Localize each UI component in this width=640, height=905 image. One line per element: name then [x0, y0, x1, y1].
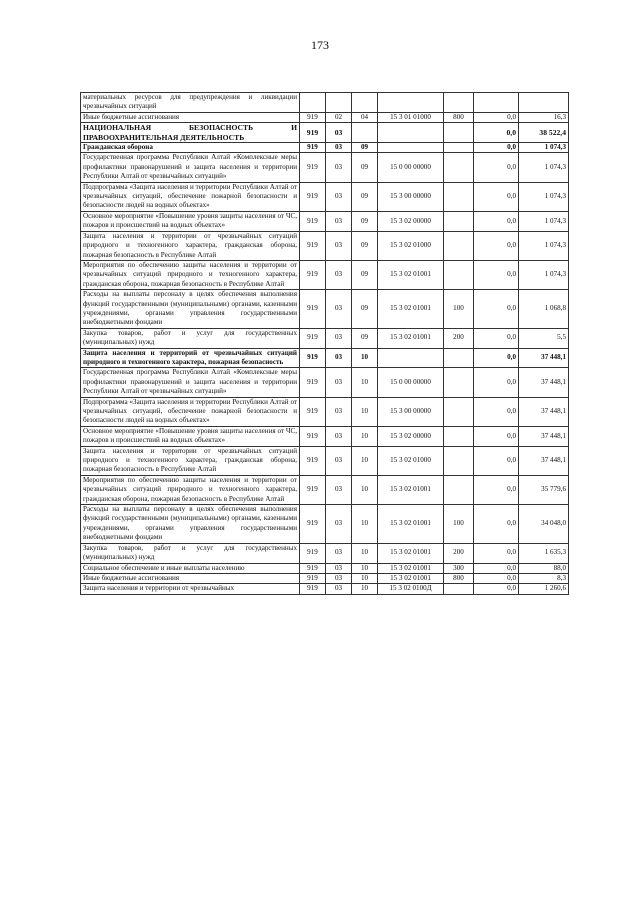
table-row [81, 368, 569, 397]
cell-section: 03 [326, 182, 352, 211]
cell-section: 03 [326, 368, 352, 397]
cell-section: 03 [326, 290, 352, 329]
cell-admin-code: 919 [300, 397, 326, 426]
cell-name: Социальное обеспечение и иные выплаты населению [81, 563, 300, 573]
cell-amount-2: 1 260,6 [519, 584, 569, 594]
cell-amount-1: 0,0 [474, 231, 519, 260]
cell-expense-type: 100 [444, 505, 474, 544]
cell-target-article: 15 3 02 01001 [378, 260, 444, 289]
cell-amount-1: 0,0 [474, 563, 519, 573]
cell-target-article: 15 3 02 01000 [378, 446, 444, 475]
cell-expense-type: 200 [444, 543, 474, 563]
cell-amount-1: 0,0 [474, 260, 519, 289]
cell-name: Подпрограмма «Защита населения и территории Республики Алтай от чрезвычайных ситуаций, обеспечение пожарной безопасности и безопасности людей на водных объектах» [81, 182, 300, 211]
cell-amount-1: 0,0 [474, 426, 519, 446]
cell-expense-type: 300 [444, 563, 474, 573]
cell-expense-type: 800 [444, 573, 474, 583]
table-row [81, 505, 569, 544]
cell-section: 03 [326, 397, 352, 426]
cell-subsection: 10 [352, 446, 378, 475]
cell-target-article: 15 3 02 01001 [378, 573, 444, 583]
cell-admin-code: 919 [300, 123, 326, 143]
cell-target-article: 15 3 02 01001 [378, 475, 444, 504]
cell-admin-code: 919 [300, 153, 326, 182]
cell-section: 03 [326, 563, 352, 573]
cell-expense-type [444, 182, 474, 211]
cell-admin-code: 919 [300, 505, 326, 544]
cell-admin-code [300, 93, 326, 113]
cell-section: 03 [326, 584, 352, 594]
cell-name: Закупка товаров, работ и услуг для государственных (муниципальных) нужд [81, 328, 300, 348]
cell-amount-1: 0,0 [474, 475, 519, 504]
cell-target-article: 15 3 02 01001 [378, 543, 444, 563]
cell-name: Подпрограмма «Защита населения и территории Республики Алтай от чрезвычайных ситуаций, обеспечение пожарной безопасности и безопасности людей на водных объектах» [81, 397, 300, 426]
cell-subsection: 10 [352, 543, 378, 563]
cell-section: 03 [326, 211, 352, 231]
cell-section: 03 [326, 123, 352, 143]
cell-subsection: 09 [352, 231, 378, 260]
cell-amount-1: 0,0 [474, 505, 519, 544]
cell-admin-code: 919 [300, 584, 326, 594]
cell-section: 03 [326, 260, 352, 289]
cell-section: 03 [326, 573, 352, 583]
cell-subsection: 10 [352, 584, 378, 594]
cell-admin-code: 919 [300, 543, 326, 563]
cell-amount-2: 5,5 [519, 328, 569, 348]
cell-section: 03 [326, 475, 352, 504]
page-number: 173 [311, 38, 329, 52]
cell-subsection: 10 [352, 563, 378, 573]
table-row [81, 211, 569, 231]
cell-admin-code: 919 [300, 563, 326, 573]
cell-name: Мероприятия по обеспечению защиты населения и территории от чрезвычайных ситуаций природного и техногенного характера, гражданская оборона, пожарная безопасность в Республике Алтай [81, 260, 300, 289]
cell-subsection: 10 [352, 475, 378, 504]
cell-admin-code: 919 [300, 260, 326, 289]
cell-amount-2: 34 048,0 [519, 505, 569, 544]
cell-amount-2: 1 074,3 [519, 182, 569, 211]
cell-subsection: 09 [352, 153, 378, 182]
cell-amount-2: 37 448,1 [519, 348, 569, 368]
cell-subsection [352, 93, 378, 113]
cell-subsection: 09 [352, 290, 378, 329]
cell-admin-code: 919 [300, 348, 326, 368]
cell-name: Расходы на выплаты персоналу в целях обеспечения выполнения функций государственными (муниципальными) органами, казенными учреждениями, органами управления государственными внебюджетными фондами [81, 505, 300, 544]
cell-section: 03 [326, 426, 352, 446]
cell-target-article: 15 3 02 0100Д [378, 584, 444, 594]
table-row [81, 112, 569, 122]
cell-amount-2 [519, 93, 569, 113]
cell-amount-2: 1 635,3 [519, 543, 569, 563]
cell-section: 03 [326, 348, 352, 368]
cell-expense-type: 800 [444, 112, 474, 122]
cell-amount-1: 0,0 [474, 543, 519, 563]
cell-expense-type [444, 93, 474, 113]
cell-expense-type [444, 123, 474, 143]
cell-amount-2: 1 074,3 [519, 260, 569, 289]
cell-amount-1: 0,0 [474, 123, 519, 143]
cell-expense-type [444, 584, 474, 594]
cell-target-article: 15 3 02 01001 [378, 563, 444, 573]
cell-expense-type [444, 397, 474, 426]
cell-amount-2: 1 068,8 [519, 290, 569, 329]
cell-section: 02 [326, 112, 352, 122]
cell-admin-code: 919 [300, 143, 326, 153]
cell-amount-1 [474, 93, 519, 113]
table-row [81, 290, 569, 329]
cell-section: 03 [326, 153, 352, 182]
cell-admin-code: 919 [300, 475, 326, 504]
cell-name: Основное мероприятие «Повышение уровня защиты населения от ЧС, пожаров и происшествий на водных объектах» [81, 426, 300, 446]
cell-amount-2: 37 448,1 [519, 426, 569, 446]
cell-section: 03 [326, 446, 352, 475]
cell-section: 03 [326, 543, 352, 563]
table-row [81, 231, 569, 260]
cell-amount-2: 37 448,1 [519, 397, 569, 426]
cell-target-article: 15 0 00 00000 [378, 368, 444, 397]
cell-subsection [352, 123, 378, 143]
cell-target-article [378, 93, 444, 113]
cell-amount-1: 0,0 [474, 328, 519, 348]
cell-name: Мероприятия по обеспечению защиты населения и территории от чрезвычайных ситуаций природного и техногенного характера, гражданская оборона, пожарная безопасность в Республике Алтай [81, 475, 300, 504]
table-row [81, 328, 569, 348]
cell-amount-1: 0,0 [474, 182, 519, 211]
cell-amount-1: 0,0 [474, 368, 519, 397]
cell-target-article [378, 123, 444, 143]
cell-amount-1: 0,0 [474, 573, 519, 583]
cell-target-article: 15 3 02 01001 [378, 505, 444, 544]
cell-subsection: 10 [352, 348, 378, 368]
cell-expense-type [444, 231, 474, 260]
cell-amount-2: 8,3 [519, 573, 569, 583]
cell-amount-1: 0,0 [474, 143, 519, 153]
cell-section: 03 [326, 328, 352, 348]
table-row [81, 543, 569, 563]
cell-amount-1: 0,0 [474, 397, 519, 426]
cell-name: материальных ресурсов для предупреждения и ликвидации чрезвычайных ситуаций [81, 93, 300, 113]
cell-amount-2: 1 074,3 [519, 211, 569, 231]
cell-amount-1: 0,0 [474, 584, 519, 594]
cell-target-article [378, 348, 444, 368]
cell-admin-code: 919 [300, 112, 326, 122]
cell-name: Гражданская оборона [81, 143, 300, 153]
cell-expense-type [444, 426, 474, 446]
cell-expense-type [444, 153, 474, 182]
table-row [81, 348, 569, 368]
cell-subsection: 10 [352, 426, 378, 446]
table-row [81, 123, 569, 143]
cell-target-article: 15 3 02 01000 [378, 231, 444, 260]
cell-section: 03 [326, 505, 352, 544]
cell-subsection: 09 [352, 143, 378, 153]
cell-target-article: 15 3 02 00000 [378, 211, 444, 231]
cell-admin-code: 919 [300, 211, 326, 231]
cell-name: Иные бюджетные ассигнования [81, 573, 300, 583]
table-row [81, 446, 569, 475]
cell-expense-type [444, 260, 474, 289]
cell-name: Государственная программа Республики Алтай «Комплексные меры профилактики правонарушений и защита населения и территории Республики Алтай от чрезвычайных ситуаций» [81, 368, 300, 397]
cell-amount-2: 37 448,1 [519, 446, 569, 475]
cell-expense-type [444, 475, 474, 504]
cell-subsection: 09 [352, 328, 378, 348]
cell-name: Закупка товаров, работ и услуг для государственных (муниципальных) нужд [81, 543, 300, 563]
cell-expense-type [444, 368, 474, 397]
table-row [81, 475, 569, 504]
cell-name: Расходы на выплаты персоналу в целях обеспечения выполнения функций государственными (муниципальными) органами, казенными учреждениями, органами управления государственными внебюджетными фондами [81, 290, 300, 329]
cell-name: Основное мероприятие «Повышение уровня защиты населения от ЧС, пожаров и происшествий на водных объектах» [81, 211, 300, 231]
cell-amount-1: 0,0 [474, 153, 519, 182]
cell-target-article: 15 3 02 00000 [378, 426, 444, 446]
cell-amount-1: 0,0 [474, 112, 519, 122]
cell-amount-2: 1 074,3 [519, 153, 569, 182]
cell-subsection: 10 [352, 505, 378, 544]
cell-admin-code: 919 [300, 368, 326, 397]
cell-expense-type: 100 [444, 290, 474, 329]
cell-name: НАЦИОНАЛЬНАЯ БЕЗОПАСНОСТЬ И ПРАВООХРАНИТЕЛЬНАЯ ДЕЯТЕЛЬНОСТЬ [81, 123, 300, 143]
cell-name: Защита населения и территории от чрезвычайных ситуаций природного и техногенного характера, гражданская оборона, пожарная безопасность в Республике Алтай [81, 231, 300, 260]
cell-amount-1: 0,0 [474, 290, 519, 329]
cell-name: Иные бюджетные ассигнования [81, 112, 300, 122]
cell-amount-2: 88,0 [519, 563, 569, 573]
cell-subsection: 10 [352, 368, 378, 397]
cell-subsection: 10 [352, 397, 378, 426]
cell-subsection: 10 [352, 573, 378, 583]
table-row [81, 143, 569, 153]
cell-admin-code: 919 [300, 573, 326, 583]
cell-amount-1: 0,0 [474, 446, 519, 475]
cell-amount-2: 38 522,4 [519, 123, 569, 143]
cell-amount-2: 1 074,3 [519, 143, 569, 153]
cell-section: 03 [326, 143, 352, 153]
table-row [81, 573, 569, 583]
cell-admin-code: 919 [300, 231, 326, 260]
table-row [81, 397, 569, 426]
cell-subsection: 09 [352, 260, 378, 289]
cell-expense-type [444, 143, 474, 153]
cell-expense-type [444, 348, 474, 368]
budget-table [80, 92, 569, 595]
cell-target-article: 15 3 00 00000 [378, 397, 444, 426]
table-row [81, 93, 569, 113]
cell-amount-1: 0,0 [474, 348, 519, 368]
cell-name: Защита населения и территории от чрезвычайных [81, 584, 300, 594]
cell-admin-code: 919 [300, 426, 326, 446]
cell-subsection: 04 [352, 112, 378, 122]
cell-target-article [378, 143, 444, 153]
cell-target-article: 15 3 01 01000 [378, 112, 444, 122]
cell-amount-2: 35 779,6 [519, 475, 569, 504]
cell-expense-type [444, 211, 474, 231]
cell-expense-type [444, 446, 474, 475]
table-row [81, 584, 569, 594]
cell-amount-1: 0,0 [474, 211, 519, 231]
cell-section [326, 93, 352, 113]
cell-subsection: 09 [352, 211, 378, 231]
table-row [81, 260, 569, 289]
cell-admin-code: 919 [300, 328, 326, 348]
cell-name: Защита населения и территорий от чрезвычайных ситуаций природного и техногенного характера, пожарная безопасность [81, 348, 300, 368]
table-row [81, 153, 569, 182]
cell-name: Государственная программа Республики Алтай «Комплексные меры профилактики правонарушений и защита населения и территории Республики Алтай от чрезвычайных ситуаций» [81, 153, 300, 182]
cell-subsection: 09 [352, 182, 378, 211]
cell-target-article: 15 3 02 01001 [378, 290, 444, 329]
cell-admin-code: 919 [300, 290, 326, 329]
cell-admin-code: 919 [300, 182, 326, 211]
cell-amount-2: 1 074,3 [519, 231, 569, 260]
cell-name: Защита населения и территории от чрезвычайных ситуаций природного и техногенного характера, гражданская оборона, пожарная безопасность в Республике Алтай [81, 446, 300, 475]
table-row [81, 563, 569, 573]
cell-section: 03 [326, 231, 352, 260]
cell-expense-type: 200 [444, 328, 474, 348]
cell-admin-code: 919 [300, 446, 326, 475]
cell-target-article: 15 0 00 00000 [378, 153, 444, 182]
table-row [81, 182, 569, 211]
cell-amount-2: 37 448,1 [519, 368, 569, 397]
table-row [81, 426, 569, 446]
cell-target-article: 15 3 02 01001 [378, 328, 444, 348]
cell-amount-2: 16,3 [519, 112, 569, 122]
cell-target-article: 15 3 00 00000 [378, 182, 444, 211]
